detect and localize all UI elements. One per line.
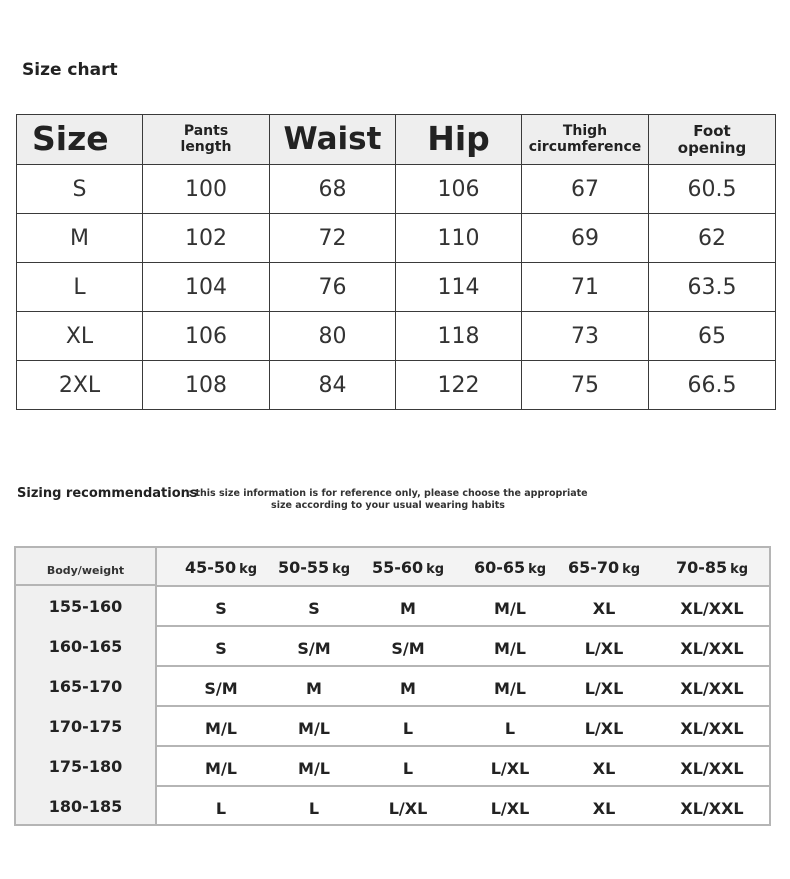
body-weight-corner-label: Body/weight	[16, 548, 155, 586]
sizing-recommendations-table	[14, 546, 771, 826]
size-label-cell: 2XL	[17, 361, 143, 410]
recommended-size-cell: L	[215, 799, 227, 818]
size-value-cell: 66.5	[649, 361, 776, 410]
note-line1: : this size information is for reference only, please choose the appropriate	[188, 488, 588, 499]
weight-range: 60-65	[473, 558, 526, 577]
size-value-cell: 68	[270, 165, 396, 214]
weight-unit: kg	[730, 562, 749, 577]
row-divider	[157, 745, 769, 747]
recommended-size-cell: L	[504, 719, 516, 738]
size-value-cell: 106	[396, 165, 522, 214]
size-value-cell: 102	[143, 214, 270, 263]
header-pants-length-line2: length	[180, 138, 232, 155]
header-pants-length	[143, 115, 270, 165]
recommended-size-cell: XL	[592, 759, 616, 778]
size-label-cell: L	[17, 263, 143, 312]
recommended-size-cell: M/L	[298, 759, 330, 778]
recommended-size-cell: S	[308, 599, 320, 618]
header-thigh	[522, 115, 649, 165]
size-value-cell: 67	[522, 165, 649, 214]
size-value-cell: 106	[143, 312, 270, 361]
size-value-cell: 114	[396, 263, 522, 312]
recommended-size-cell: M/L	[494, 639, 526, 658]
height-range-cell: 175-180	[48, 757, 123, 776]
size-value-cell: 80	[270, 312, 396, 361]
header-thigh-line2: circumference	[528, 138, 642, 155]
recommended-size-cell: L/XL	[584, 679, 624, 698]
row-divider	[157, 665, 769, 667]
weight-unit: kg	[239, 562, 258, 577]
weight-unit: kg	[528, 562, 547, 577]
size-label-cell: M	[17, 214, 143, 263]
recommended-size-cell: L	[402, 759, 414, 778]
size-row	[17, 312, 776, 361]
size-value-cell: 72	[270, 214, 396, 263]
size-value-cell: 100	[143, 165, 270, 214]
header-thigh-line1: Thigh	[562, 123, 608, 140]
size-row	[17, 263, 776, 312]
recommended-size-cell: XL/XXL	[680, 719, 744, 738]
weight-header-cell	[544, 558, 664, 577]
recommended-size-cell: S	[215, 639, 227, 658]
size-row	[17, 165, 776, 214]
size-value-cell: 108	[143, 361, 270, 410]
recommended-size-cell: M	[400, 679, 416, 698]
recommended-size-cell: S/M	[204, 679, 238, 698]
header-foot-line2: opening	[677, 138, 747, 157]
row-divider	[157, 625, 769, 627]
height-range-cell: 155-160	[48, 597, 123, 616]
size-value-cell: 60.5	[649, 165, 776, 214]
weight-range: 50-55	[277, 558, 330, 577]
size-value-cell: 122	[396, 361, 522, 410]
recommended-size-cell: L/XL	[490, 799, 530, 818]
size-label-cell: S	[17, 165, 143, 214]
recommended-size-cell: XL/XXL	[680, 599, 744, 618]
header-size: Size	[17, 115, 143, 165]
size-value-cell: 110	[396, 214, 522, 263]
row-divider	[157, 785, 769, 787]
recommended-size-cell: S/M	[391, 639, 425, 658]
weight-range: 45-50	[184, 558, 237, 577]
weight-unit: kg	[332, 562, 351, 577]
recommended-size-cell: L/XL	[388, 799, 428, 818]
recommended-size-cell: M/L	[205, 759, 237, 778]
size-value-cell: 84	[270, 361, 396, 410]
size-chart-header-row	[17, 115, 776, 165]
size-value-cell: 62	[649, 214, 776, 263]
recommended-size-cell: L	[308, 799, 320, 818]
header-foot-line1: Foot	[693, 122, 731, 140]
size-row	[17, 361, 776, 410]
sizing-recommendations-title: Sizing recommendations	[17, 486, 198, 501]
recommended-size-cell: L/XL	[490, 759, 530, 778]
height-range-cell: 160-165	[48, 637, 123, 656]
row-divider	[157, 705, 769, 707]
weight-header-cell	[652, 558, 772, 577]
size-value-cell: 104	[143, 263, 270, 312]
recommended-size-cell: XL/XXL	[680, 639, 744, 658]
height-range-cell: 165-170	[48, 677, 123, 696]
recommended-size-cell: L/XL	[584, 719, 624, 738]
header-hip: Hip	[396, 115, 522, 165]
row-divider	[157, 585, 769, 587]
size-value-cell: 63.5	[649, 263, 776, 312]
sizing-recommendations-note	[188, 488, 588, 512]
recommended-size-cell: XL	[592, 799, 616, 818]
size-chart-table	[16, 114, 776, 410]
recommended-size-cell: M/L	[298, 719, 330, 738]
size-value-cell: 65	[649, 312, 776, 361]
weight-range: 55-60	[371, 558, 424, 577]
recommended-size-cell: M/L	[494, 679, 526, 698]
weight-unit: kg	[622, 562, 641, 577]
recommended-size-cell: M/L	[494, 599, 526, 618]
note-line2: size according to your usual wearing habits	[271, 500, 505, 511]
recommended-size-cell: XL/XXL	[680, 679, 744, 698]
size-chart-title: Size chart	[22, 60, 118, 80]
recommended-size-cell: L	[402, 719, 414, 738]
size-value-cell: 118	[396, 312, 522, 361]
size-row	[17, 214, 776, 263]
recommended-size-cell: L/XL	[584, 639, 624, 658]
recommended-size-cell: XL/XXL	[680, 759, 744, 778]
height-range-cell: 170-175	[48, 717, 123, 736]
header-waist: Waist	[270, 115, 396, 165]
size-label-cell: XL	[17, 312, 143, 361]
size-value-cell: 76	[270, 263, 396, 312]
recommended-size-cell: XL/XXL	[680, 799, 744, 818]
header-pants-length-line1: Pants	[183, 123, 229, 140]
recommended-size-cell: M/L	[205, 719, 237, 738]
height-range-cell: 180-185	[48, 797, 123, 816]
size-value-cell: 71	[522, 263, 649, 312]
recommended-size-cell: S	[215, 599, 227, 618]
recommended-size-cell: M	[306, 679, 322, 698]
size-value-cell: 73	[522, 312, 649, 361]
size-value-cell: 75	[522, 361, 649, 410]
header-foot-opening	[649, 115, 776, 165]
recommended-size-cell: S/M	[297, 639, 331, 658]
weight-range: 70-85	[675, 558, 728, 577]
weight-range: 65-70	[567, 558, 620, 577]
size-value-cell: 69	[522, 214, 649, 263]
recommended-size-cell: XL	[592, 599, 616, 618]
recommended-size-cell: M	[400, 599, 416, 618]
weight-unit: kg	[426, 562, 445, 577]
